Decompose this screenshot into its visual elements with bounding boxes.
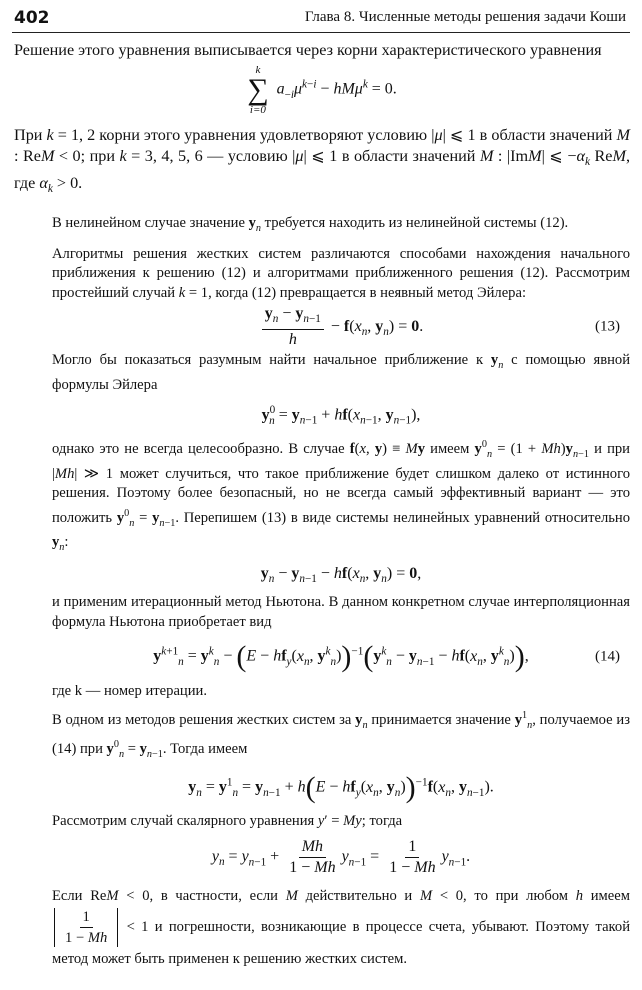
paragraph-9: В одном из методов решения жестких систем за $y_n$ принимается значение $y^1_n$, получаемое из (14) при $y^0_n = y_{n-1}$. Тогда имеем [52,709,631,760]
paragraph-5: Могло бы показаться разумным найти начальное приближение к $y_n$ с помощью явной формулы Эйлера [52,352,631,393]
paragraph-4: Алгоритмы решения жестких систем различаются способами нахождения начального приближения к решению (12) и алгоритмами приближенного решения (12). Рассмотрим простейший случай k = 1, когда (12) превращается в неявный метод Эйлера: [52,245,630,301]
page-number: 402 [14,8,50,28]
equation-13-number: (13) [595,318,620,335]
paragraph-11: Если ReM < 0, в частности, если M действительно и M < 0, то при любом h имеем $\frac{1}{1 - Mh}$ < 1 и погрешности, возникающие в процессе счета, убывают. Поэтому такой метод может быть применен к решению жестких систем. [52,887,631,967]
characteristic-equation: k ∑ i=0 $a_{-i}\mu^{k-i} - hM\mu^k = 0$. [247,64,397,116]
equation-14: $y^{k+1}_n = y^k_n - (E - hf_y(x_n$, $y^k_n))^{-1}(y^k_n - y_{n-1} - hf(x_n$, $y^k_n$)), (14) [153,640,620,674]
page-header [12,6,630,33]
explicit-euler-equation: $y^0_n = y_{n-1} + hf(x_{n-1}$, $y_{n-1}$), [261,404,421,427]
paragraph-3: В нелинейном случае значение $y_n$ требуется находить из нелинейной системы (12). [52,215,569,235]
equation-13: $\frac{y_n - y_{n-1}}{h}$ − $f(x_n$, $y_n) = 0$. (13) [52,303,630,351]
paragraph-2: При k = 1, 2 корни этого уравнения удовлетворяют условию |μ| ⩽ 1 в области значений M : ReM < 0; при k = 3, 4, 5, 6 — условию |μ| ⩽ 1 в области значений M : |ImM| ⩽ $-\alpha_k$ ReM, где $\alpha_k > 0$. [14,126,630,196]
equation-14-number: (14) [595,648,620,665]
paragraph-8: где k — номер итерации. [52,683,208,700]
scalar-equation: $y_n = y_{n-1}$ + $\frac{Mh}{1 - Mh}$ $y_{n-1}$ = $\frac{1}{1 - Mh}$ $y_{n-1}$. [211,838,471,877]
paragraph-1: Решение этого уравнения выписывается через корни характеристического уравнения [14,41,602,59]
page-body [14,40,630,971]
nonlinear-system-equation: $y_n - y_{n-1} - hf(x_n$, $y_n) = 0$, [260,565,422,586]
paragraph-7: и применим итерационный метод Ньютона. В данном конкретном случае интерполяционная формула Ньютона приобретает вид [52,594,630,630]
paragraph-6: однако это не всегда целесообразно. В случае f(x, y) ≡ My имеем $y^0_n = (1 + Mh)y_{n-1}$ и при |Mh| ≫ 1 может случиться, что такое приближение будет слишком далеко от истинного решения. Поэтому более безопасный, но не всегда самый эффективный вариант — это положить $y^0_n = y_{n-1}$. Перепишем (13) в виде системы нелинейных уравнений относительно $y_n$: [52,439,631,553]
paragraph-10: Рассмотрим случай скалярного уравнения y′ = My; тогда [52,813,403,830]
chapter-title: Глава 8. Численные методы решения задачи Коши [304,9,626,25]
method-equation: $y_n = y^1_n = y_{n-1} + h(E - hf_y(x_n$, $y_n))^{-1}f(x_n$, $y_{n-1}$). [188,771,494,805]
